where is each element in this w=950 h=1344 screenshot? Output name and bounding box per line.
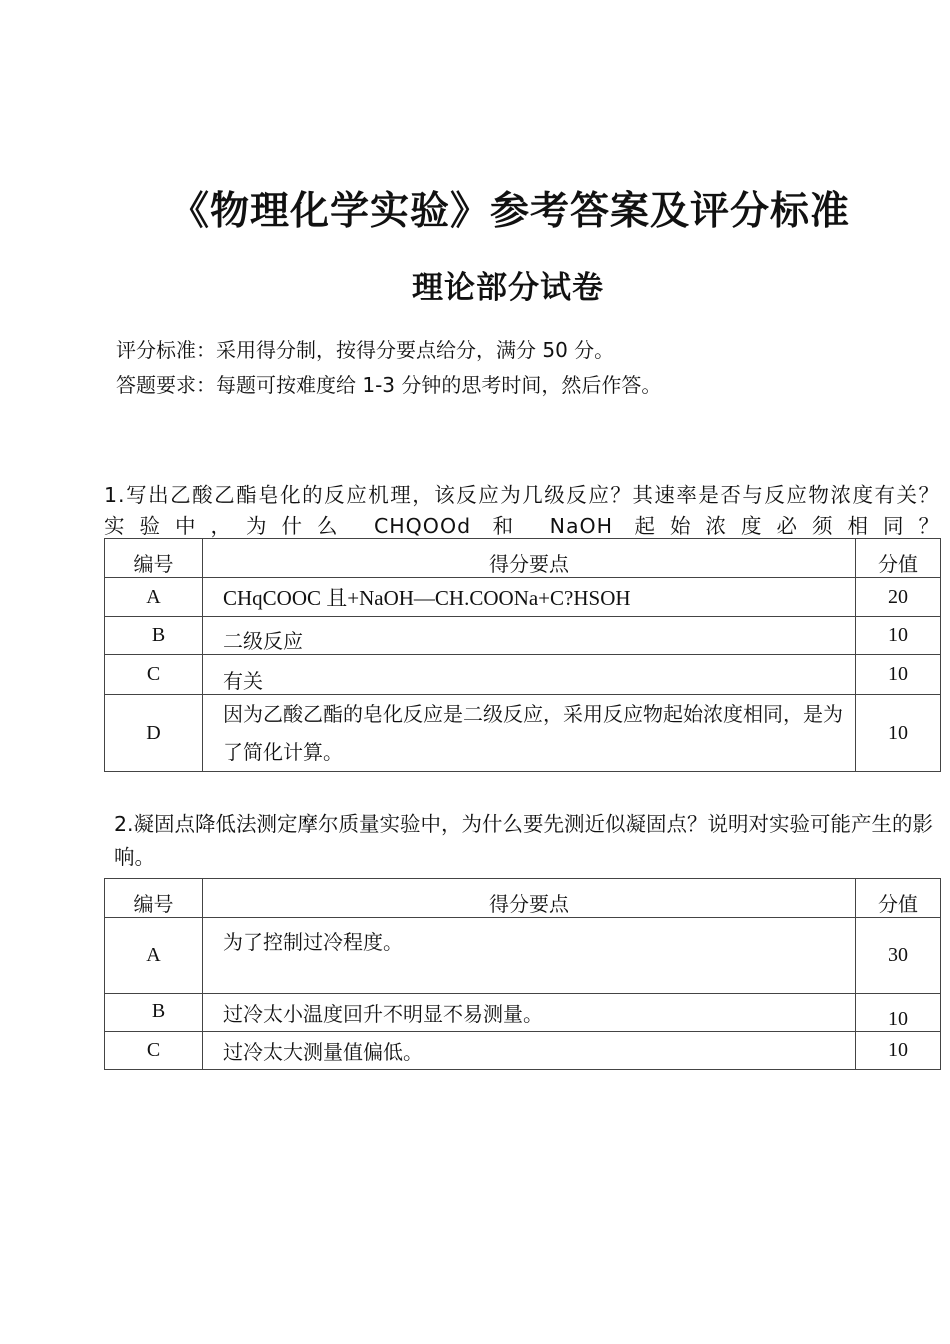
answer-rule: 答题要求：每题可按难度给 1-3 分钟的思考时间，然后作答。 bbox=[116, 373, 662, 397]
row-id: C bbox=[105, 1032, 203, 1070]
question-2: 2.凝固点降低法测定摩尔质量实验中，为什么要先测近似凝固点？说明对实验可能产生的影响。 bbox=[114, 812, 934, 869]
row-point: 过冷太小温度回升不明显不易测量。 bbox=[203, 994, 856, 1032]
row-id: A bbox=[105, 578, 203, 617]
header-id: 编号 bbox=[105, 539, 203, 578]
header-points: 得分要点 bbox=[203, 879, 856, 918]
row-id: C bbox=[105, 655, 203, 695]
document-title: 《物理化学实验》参考答案及评分标准 bbox=[170, 189, 851, 234]
q2-score-table bbox=[104, 878, 941, 1070]
row-point: 有关 bbox=[203, 655, 856, 695]
header-score: 分值 bbox=[856, 879, 941, 918]
table-row bbox=[105, 578, 941, 617]
row-score: 10 bbox=[856, 695, 941, 772]
document-subtitle: 理论部分试卷 bbox=[412, 270, 604, 306]
row-id: B bbox=[105, 617, 203, 655]
q1-score-table bbox=[104, 538, 941, 772]
table-row bbox=[105, 918, 941, 994]
row-score: 10 bbox=[856, 655, 941, 695]
table-row bbox=[105, 617, 941, 655]
row-id: B bbox=[105, 994, 203, 1032]
row-score: 10 bbox=[856, 1032, 941, 1070]
row-point: 二级反应 bbox=[203, 617, 856, 655]
table-row bbox=[105, 695, 941, 772]
row-score: 10 bbox=[856, 617, 941, 655]
row-point: 为了控制过冷程度。 bbox=[203, 918, 856, 994]
grading-rule: 评分标准：采用得分制，按得分要点给分，满分 50 分。 bbox=[116, 338, 615, 362]
table-row bbox=[105, 1032, 941, 1070]
row-point: CHqCOOC 且+NaOH—CH.COONa+C?HSOH bbox=[203, 578, 856, 617]
row-score: 10 bbox=[856, 994, 941, 1032]
question-1: 1.写出乙酸乙酯皂化的反应机理，该反应为几级反应？其速率是否与反应物浓度有关？实验中，为什么 CHQOOd 和 NaOH 起始浓度必须相同？ bbox=[104, 483, 940, 538]
row-point: 因为乙酸乙酯的皂化反应是二级反应，采用反应物起始浓度相同，是为了简化计算。 bbox=[203, 695, 856, 772]
header-id: 编号 bbox=[105, 879, 203, 918]
header-score: 分值 bbox=[856, 539, 941, 578]
table-header-row bbox=[105, 539, 941, 578]
header-points: 得分要点 bbox=[203, 539, 856, 578]
table-header-row bbox=[105, 879, 941, 918]
row-score: 20 bbox=[856, 578, 941, 617]
row-id: D bbox=[105, 695, 203, 772]
row-point: 过冷太大测量值偏低。 bbox=[203, 1032, 856, 1070]
row-id: A bbox=[105, 918, 203, 994]
row-score: 30 bbox=[856, 918, 941, 994]
table-row bbox=[105, 655, 941, 695]
table-row bbox=[105, 994, 941, 1032]
